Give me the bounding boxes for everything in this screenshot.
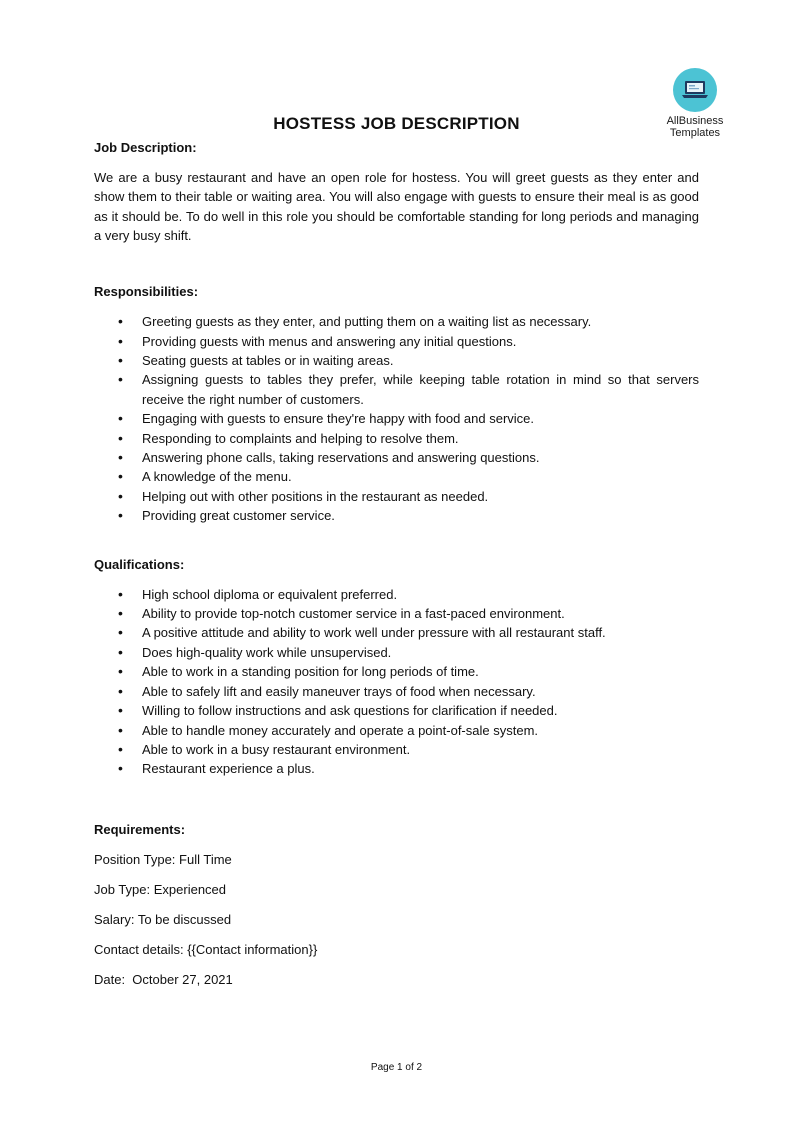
list-item: • Helping out with other positions in the restaurant as needed. xyxy=(94,487,699,506)
job-description-text: We are a busy restaurant and have an open role for hostess. You will greet guests as they enter and show them to their table or waiting area. You will also engage with guests to ensure their meal is as good as it should be. To do well in this role you should be comfortable standing for long periods and managing a very busy shift. xyxy=(94,170,699,243)
list-item: • A knowledge of the menu. xyxy=(94,467,699,486)
salary: Salary: To be discussed xyxy=(94,911,232,927)
list-item: • Restaurant experience a plus. xyxy=(94,759,699,778)
list-item: • Providing guests with menus and answering any initial questions. xyxy=(94,332,699,351)
list-item: • Willing to follow instructions and ask questions for clarification if needed. xyxy=(94,701,699,720)
document-body xyxy=(94,140,699,988)
list-item: • Providing great customer service. xyxy=(94,506,699,525)
logo-line-2: Templates xyxy=(669,127,721,139)
list-item: • Does high-quality work while unsupervised. xyxy=(94,643,699,662)
list-item: • Seating guests at tables or in waiting areas. xyxy=(94,351,699,370)
logo-line-1: AllBusiness xyxy=(666,115,724,127)
responsibilities-heading: Responsibilities: xyxy=(94,284,199,300)
qualifications-list xyxy=(94,585,699,779)
list-item: • Able to safely lift and easily maneuver trays of food when necessary. xyxy=(94,682,699,701)
list-item: • Engaging with guests to ensure they're happy with food and service. xyxy=(94,409,699,428)
page-title: HOSTESS JOB DESCRIPTION xyxy=(273,114,520,133)
list-item: • A positive attitude and ability to work well under pressure with all restaurant staff. xyxy=(94,623,699,642)
contact-details: Contact details: {{Contact information}} xyxy=(94,941,318,957)
job-type: Job Type: Experienced xyxy=(94,881,227,897)
list-item: • Answering phone calls, taking reservations and answering questions. xyxy=(94,448,699,467)
job-description-heading: Job Description: xyxy=(94,140,197,155)
position-type: Position Type: Full Time xyxy=(94,851,232,867)
qualifications-heading: Qualifications: xyxy=(94,556,185,572)
list-item: • Able to work in a busy restaurant environment. xyxy=(94,740,699,759)
date: Date: October 27, 2021 xyxy=(94,971,233,987)
list-item: • Able to work in a standing position for long periods of time. xyxy=(94,662,699,681)
requirements-heading: Requirements: xyxy=(94,821,186,837)
list-item: • Assigning guests to tables they prefer, while keeping table rotation in mind so that servers receive the right number of customers. xyxy=(94,370,699,409)
page-number: Page 1 of 2 xyxy=(370,1062,423,1073)
list-item: • Ability to provide top-notch customer service in a fast-paced environment. xyxy=(94,604,699,623)
list-item: • Greeting guests as they enter, and putting them on a waiting list as necessary. xyxy=(94,312,699,331)
list-item: • Responding to complaints and helping to resolve them. xyxy=(94,429,699,448)
laptop-icon xyxy=(673,68,717,112)
list-item: • High school diploma or equivalent preferred. xyxy=(94,585,699,604)
list-item: • Able to handle money accurately and operate a point-of-sale system. xyxy=(94,721,699,740)
responsibilities-list xyxy=(94,312,699,525)
